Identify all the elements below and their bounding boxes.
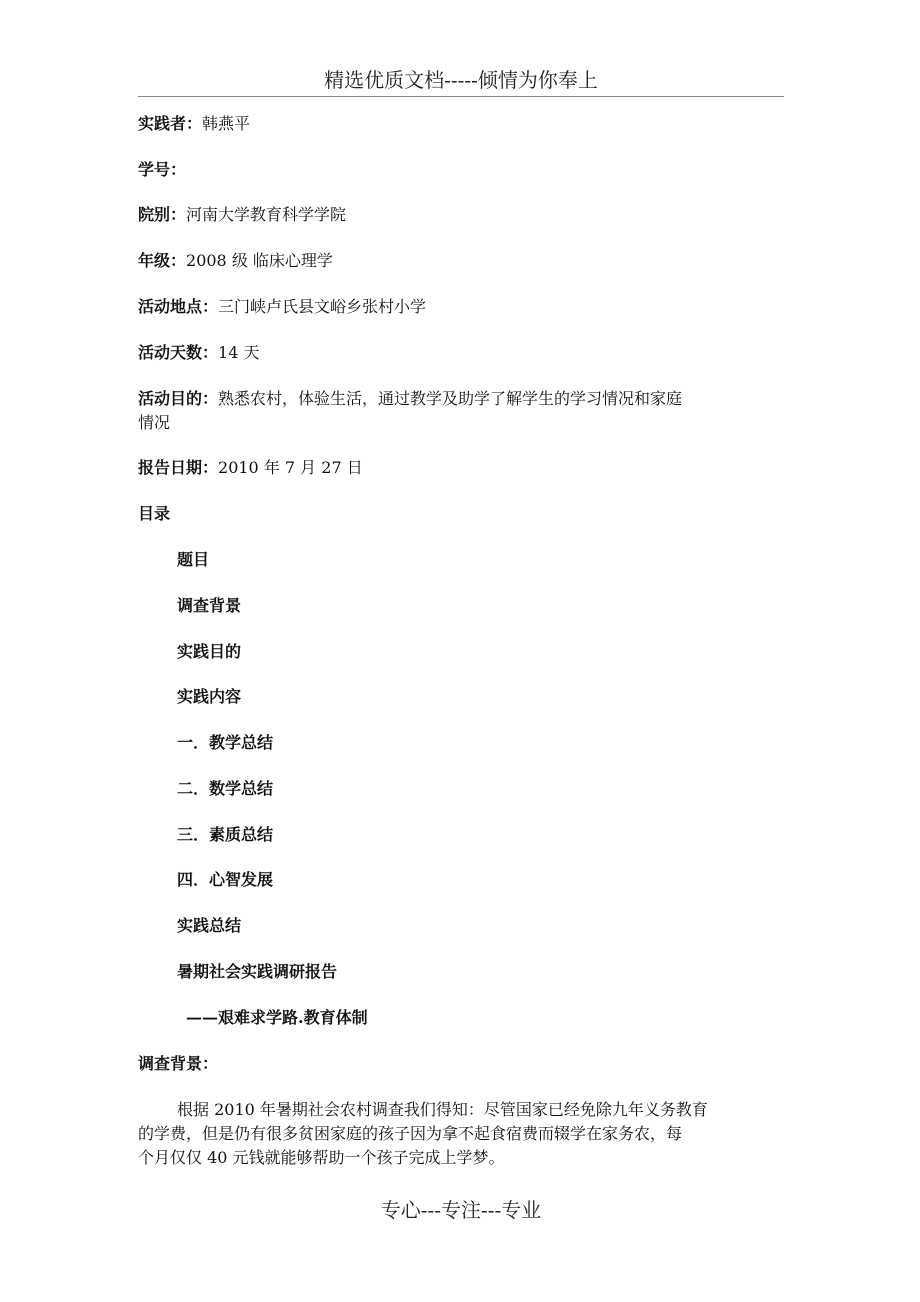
field-student-id: [138, 158, 784, 182]
field-label: 院别：: [138, 205, 187, 224]
field-report-date: [138, 456, 784, 480]
field-label: 报告日期：: [138, 458, 219, 477]
toc-item: 题目: [177, 550, 210, 569]
field-label: 活动目的：: [138, 389, 219, 408]
field-purpose-continued: 情况: [138, 413, 171, 432]
paragraph-line: 的学费，但是仍有很多贫困家庭的孩子因为拿不起食宿费而辍学在家务农，每: [138, 1124, 683, 1143]
toc-item: 暑期社会实践调研报告: [177, 962, 338, 981]
toc-item: 调查背景: [177, 596, 242, 615]
paragraph-line: 个月仅仅 40 元钱就能够帮助一个孩子完成上学梦。: [138, 1148, 505, 1167]
field-days: [138, 341, 784, 365]
field-label: 实践者：: [138, 114, 203, 133]
page-footer: 专心---专注---专业: [380, 1198, 542, 1222]
toc-item: 四．心智发展: [177, 870, 274, 889]
field-location: [138, 295, 784, 319]
field-value: 河南大学教育科学学院: [186, 205, 347, 224]
field-college: [138, 203, 784, 227]
toc-item: 实践目的: [177, 642, 242, 661]
field-purpose: [138, 387, 784, 411]
field-label: 活动天数：: [138, 343, 219, 362]
field-value: 三门峡卢氏县文峪乡张村小学: [218, 297, 427, 316]
page-header: 精选优质文档-----倾情为你奉上: [138, 66, 784, 97]
field-value: 熟悉农村，体验生活，通过教学及助学了解学生的学习情况和家庭: [218, 389, 683, 408]
field-label: 年级：: [138, 251, 187, 270]
field-practitioner: [138, 112, 784, 136]
paragraph-line: 根据 2010 年暑期社会农村调查我们得知：尽管国家已经免除九年义务教育: [177, 1100, 708, 1119]
field-value: 14 天: [218, 343, 260, 362]
toc-item: 二．数学总结: [177, 779, 274, 798]
toc-item: 实践内容: [177, 687, 242, 706]
toc-subtitle: ——艰难求学路.教育体制: [186, 1008, 368, 1027]
field-label: 学号：: [138, 160, 187, 179]
field-value: 2010 年 7 月 27 日: [218, 458, 363, 477]
field-grade: [138, 249, 784, 273]
toc-item: 一．教学总结: [177, 733, 274, 752]
toc-item: 三．素质总结: [177, 825, 274, 844]
field-label: 活动地点：: [138, 297, 219, 316]
section-heading: 调查背景：: [138, 1054, 219, 1073]
toc-title: 目录: [138, 504, 171, 523]
field-value: 2008 级 临床心理学: [186, 251, 333, 270]
field-value: 韩燕平: [202, 114, 251, 133]
toc-item: 实践总结: [177, 916, 242, 935]
